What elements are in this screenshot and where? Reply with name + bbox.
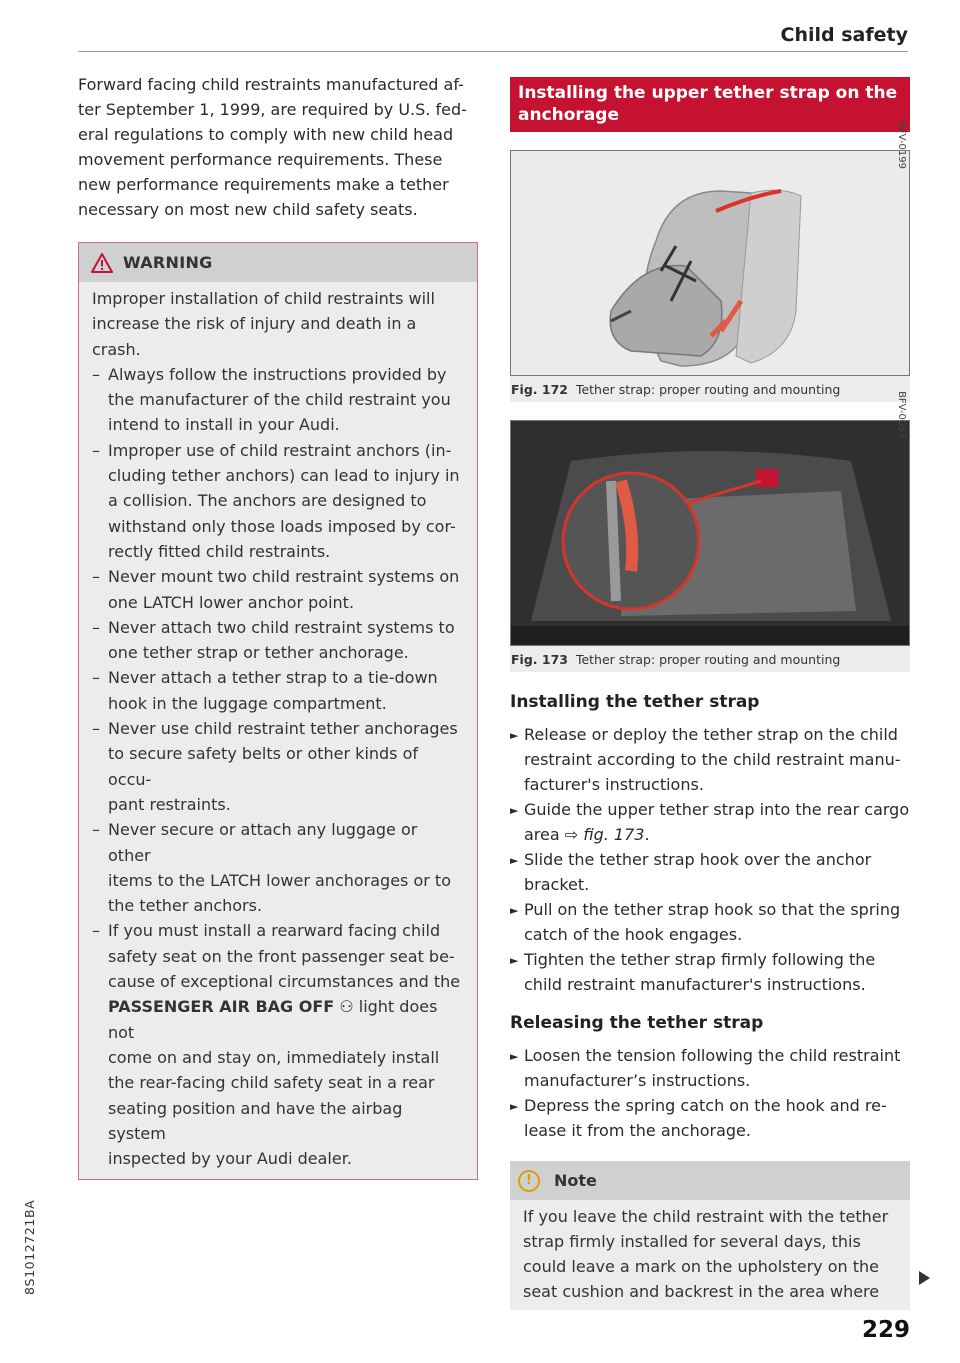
- figure-reference-link[interactable]: ⇨ fig. 173: [564, 825, 645, 844]
- text-line: movement performance requirements. These: [78, 150, 443, 169]
- text-line: eral regulations to comply with new child head: [78, 125, 454, 144]
- step-arrow-icon: ►: [510, 954, 519, 967]
- step-item: [510, 897, 910, 947]
- cargo-area-photo: [510, 391, 910, 646]
- intro-paragraph: [78, 72, 478, 222]
- step-item: [510, 1043, 910, 1093]
- step-item: ► Guide the upper tether strap into the rear cargo area ⇨ fig. 173.: [510, 797, 910, 847]
- section-heading: [510, 77, 910, 132]
- text-line: Never secure or attach any luggage or other: [108, 820, 418, 865]
- text-line: come on and stay on, immediately install: [108, 1047, 440, 1067]
- text-line: restraint according to the child restraint manu-: [524, 750, 901, 769]
- figure-code: BFV-0199: [896, 121, 907, 169]
- warning-list: [92, 362, 463, 919]
- note-header: [510, 1161, 910, 1200]
- installing-steps: [510, 722, 910, 997]
- child-seat-illustration: [510, 121, 910, 376]
- text-line: Tighten the tether strap firmly following the: [524, 950, 876, 969]
- warning-intro: [92, 286, 463, 362]
- document-code: 8S1012721BA: [22, 1199, 37, 1295]
- text-line: If you leave the child restraint with the tether: [523, 1207, 889, 1226]
- header-rule: [78, 51, 908, 52]
- text-line: Forward facing child restraints manufactured af-: [78, 75, 464, 94]
- text-line: facturer's instructions.: [524, 775, 704, 794]
- info-icon: !: [518, 1170, 540, 1192]
- text-line: strap firmly installed for several days, this: [523, 1232, 861, 1251]
- page-number: 229: [861, 1317, 910, 1343]
- child-seat-drawing: [511, 151, 909, 375]
- text-line: the manufacturer of the child restraint you: [108, 390, 451, 410]
- step-arrow-icon: ►: [510, 729, 519, 742]
- continued-arrow-icon: [919, 1271, 930, 1285]
- figure-173: [510, 391, 910, 672]
- text-line: could leave a mark on the upholstery on the: [523, 1257, 880, 1276]
- step-arrow-icon: ►: [510, 904, 519, 917]
- text-line: Always follow the instructions provided by: [108, 364, 447, 384]
- releasing-steps: [510, 1043, 910, 1143]
- text-line: necessary on most new child safety seats.: [78, 200, 418, 219]
- figure-172: [510, 121, 910, 402]
- warning-header: [79, 243, 477, 282]
- step-item: [510, 1093, 910, 1143]
- warning-item: – Never mount two child restraint systems on one LATCH lower anchor point.: [92, 564, 463, 615]
- warning-box: [78, 242, 478, 1180]
- note-box: [510, 1161, 910, 1310]
- text-line: seating position and have the airbag system: [108, 1098, 403, 1143]
- warning-item-airbag: – If you must install a rearward facing child safety seat on the front passenger seat be- cause of exceptional circumstances and the PASSENGER AIR BAG OFF ⚇ light does not come on and stay on, immediately install the rear-facing child safety seat in a rear seating position and have the airbag system inspected by your Audi dealer.: [92, 918, 463, 1171]
- passenger-airbag-off-label: PASSENGER AIR BAG OFF: [108, 997, 335, 1017]
- step-arrow-icon: ►: [510, 854, 519, 867]
- text-line: items to the LATCH lower anchorages or to: [108, 870, 451, 890]
- step-arrow-icon: ►: [510, 1100, 519, 1113]
- warning-item: – Improper use of child restraint anchors (in- cluding tether anchors) can lead to injury in a collision. The anchors are designed to withstand only those loads imposed by cor- rectly fitted child restraints.: [92, 438, 463, 564]
- text-line: cluding tether anchors) can lead to injury in: [108, 466, 460, 486]
- text-line: cause of exceptional circumstances and the: [108, 972, 461, 992]
- text-line: Never attach two child restraint systems to: [108, 617, 455, 637]
- warning-item: – Never use child restraint tether anchorages to secure safety belts or other kinds of occu- pant restraints.: [92, 716, 463, 817]
- text-line: intend to install in your Audi.: [108, 415, 340, 435]
- figure-caption: Fig. 172 Tether strap: proper routing and mounting: [511, 382, 841, 397]
- step-arrow-icon: ►: [510, 804, 519, 817]
- installing-heading: Installing the tether strap: [510, 692, 760, 712]
- text-line: seat cushion and backrest in the area where: [523, 1282, 880, 1301]
- text-line: one tether strap or tether anchorage.: [108, 643, 409, 663]
- warning-item: – Never secure or attach any luggage or other items to the LATCH lower anchorages or to the tether anchors.: [92, 817, 463, 918]
- step-item: [510, 722, 910, 797]
- text-line: inspected by your Audi dealer.: [108, 1149, 352, 1169]
- text-line: Slide the tether strap hook over the anchor: [524, 850, 872, 869]
- warning-triangle-icon: [91, 253, 113, 273]
- warning-title: WARNING: [123, 253, 213, 272]
- step-item: [510, 947, 910, 997]
- text-line: pant restraints.: [108, 794, 231, 814]
- left-column: [78, 72, 478, 1180]
- text-line: child restraint manufacturer's instructions.: [524, 975, 866, 994]
- airbag-off-icon: ⚇: [339, 997, 354, 1017]
- note-title: Note: [554, 1171, 597, 1190]
- text-line: bracket.: [524, 875, 590, 894]
- text-line: hook in the luggage compartment.: [108, 693, 387, 713]
- figure-caption: Fig. 173 Tether strap: proper routing and mounting: [511, 652, 841, 667]
- text-line: Improper installation of child restraints will: [92, 289, 435, 308]
- text-line: the tether anchors.: [108, 896, 263, 916]
- warning-item: – Always follow the instructions provided by the manufacturer of the child restraint you intend to install in your Audi.: [92, 362, 463, 438]
- releasing-heading: Releasing the tether strap: [510, 1013, 764, 1033]
- text-line: Guide the upper tether strap into the rear cargo: [524, 800, 910, 819]
- note-body: [510, 1200, 910, 1310]
- text-line: Pull on the tether strap hook so that the spring: [524, 900, 901, 919]
- text-line: one LATCH lower anchor point.: [108, 592, 355, 612]
- section-heading-line: anchorage: [518, 105, 619, 125]
- running-header-title: Child safety: [780, 24, 908, 46]
- releasing-section: [510, 1013, 910, 1143]
- step-arrow-icon: ►: [510, 1050, 519, 1063]
- text-line: ter September 1, 1999, are required by U.S. fed-: [78, 100, 467, 119]
- text-line: Never attach a tether strap to a tie-down: [108, 668, 438, 688]
- installing-section: [510, 692, 910, 997]
- text-line: safety seat on the front passenger seat be-: [108, 946, 455, 966]
- text-line: If you must install a rearward facing child: [108, 921, 441, 941]
- text-line: increase the risk of injury and death in a crash.: [92, 314, 417, 359]
- warning-item: – Never attach a tether strap to a tie-down hook in the luggage compartment.: [92, 665, 463, 716]
- text-line: Depress the spring catch on the hook and re-: [524, 1096, 887, 1115]
- text-line: rectly fitted child restraints.: [108, 541, 331, 561]
- text-line: Improper use of child restraint anchors (in-: [108, 440, 452, 460]
- right-column: [510, 77, 910, 1310]
- text-line: withstand only those loads imposed by cor-: [108, 516, 456, 536]
- text-line: Never mount two child restraint systems on: [108, 567, 460, 587]
- text-line: catch of the hook engages.: [524, 925, 743, 944]
- section-heading-line: Installing the upper tether strap on the: [518, 83, 898, 103]
- cargo-area-drawing: [511, 421, 909, 645]
- text-line: manufacturer’s instructions.: [524, 1071, 751, 1090]
- text-line: Loosen the tension following the child restraint: [524, 1046, 901, 1065]
- text-line: a collision. The anchors are designed to: [108, 491, 427, 511]
- warning-item: – Never attach two child restraint systems to one tether strap or tether anchorage.: [92, 615, 463, 666]
- step-item: [510, 847, 910, 897]
- text-line: Never use child restraint tether anchorages: [108, 719, 458, 739]
- warning-body: [79, 282, 477, 1179]
- text-line: new performance requirements make a tether: [78, 175, 449, 194]
- text-line: lease it from the anchorage.: [524, 1121, 751, 1140]
- text-line: to secure safety belts or other kinds of occu-: [108, 744, 419, 789]
- text-line: Release or deploy the tether strap on the child: [524, 725, 898, 744]
- figure-code: BFV-0055: [896, 391, 907, 439]
- text-line: the rear-facing child safety seat in a rear: [108, 1073, 435, 1093]
